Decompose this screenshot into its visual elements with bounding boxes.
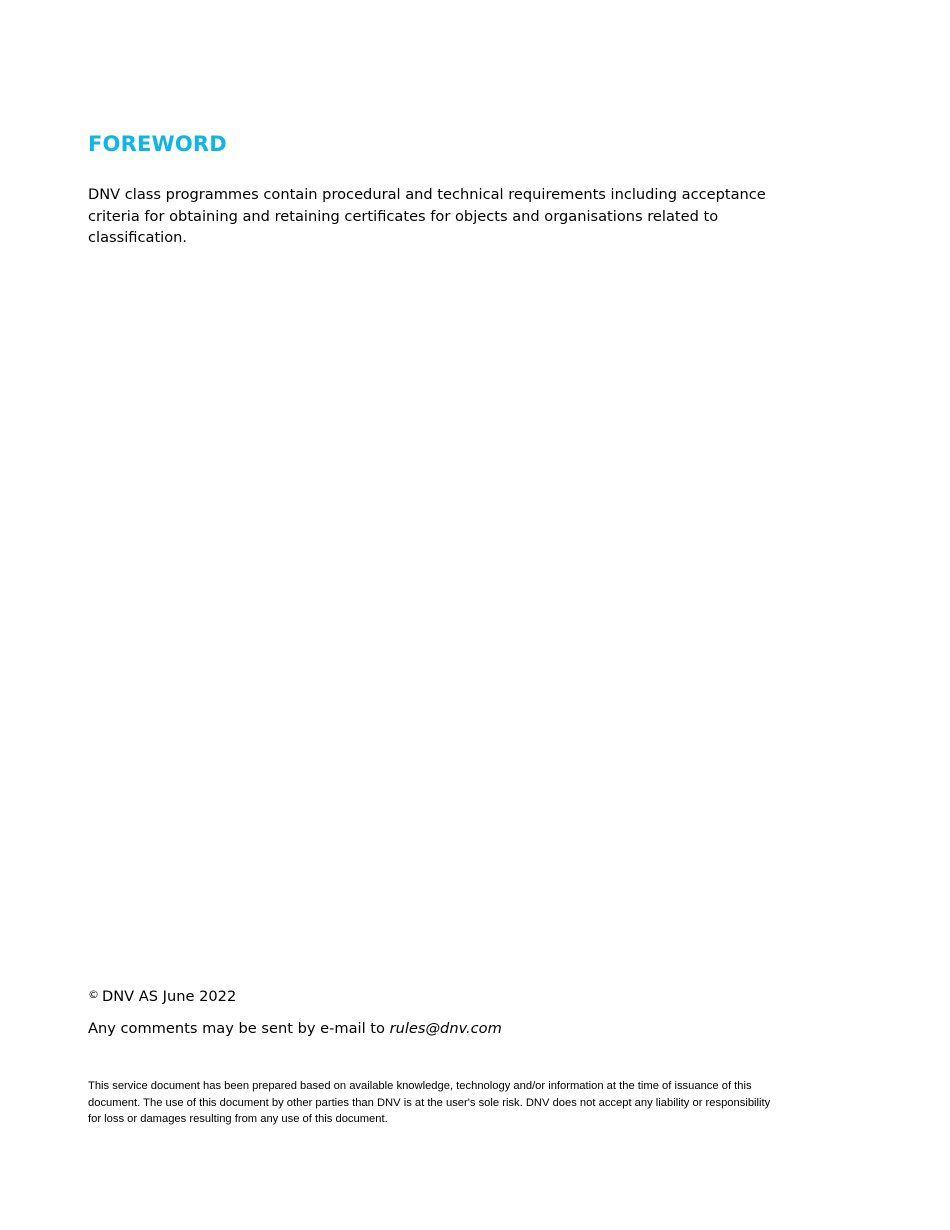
disclaimer-line: This service document has been prepared based on available knowledge, technology and/or information at the time of issuance of this: [88, 1080, 752, 1092]
disclaimer: [88, 1078, 770, 1128]
copyright-text: DNV AS June 2022: [102, 988, 237, 1005]
disclaimer-line: document. The use of this document by other parties than DNV is at the user's sole risk. DNV does not accept any liability or responsibility: [88, 1096, 771, 1109]
disclaimer-line: for loss or damages resulting from any use of this document.: [88, 1113, 388, 1125]
copyright-notice: [88, 988, 236, 1005]
foreword-line: classification.: [88, 229, 188, 246]
contact-prefix: Any comments may be sent by e-mail to: [88, 1020, 390, 1037]
page-title: FOREWORD: [88, 132, 227, 156]
copyright-icon: ©: [88, 988, 99, 1001]
contact-line: [88, 1020, 502, 1037]
foreword-line: DNV class programmes contain procedural and technical requirements including acceptance: [88, 186, 766, 203]
email-link[interactable]: rules@dnv.com: [389, 1020, 502, 1037]
foreword-line: criteria for obtaining and retaining certificates for objects and organisations related to: [88, 207, 719, 225]
foreword-paragraph: [88, 184, 766, 249]
